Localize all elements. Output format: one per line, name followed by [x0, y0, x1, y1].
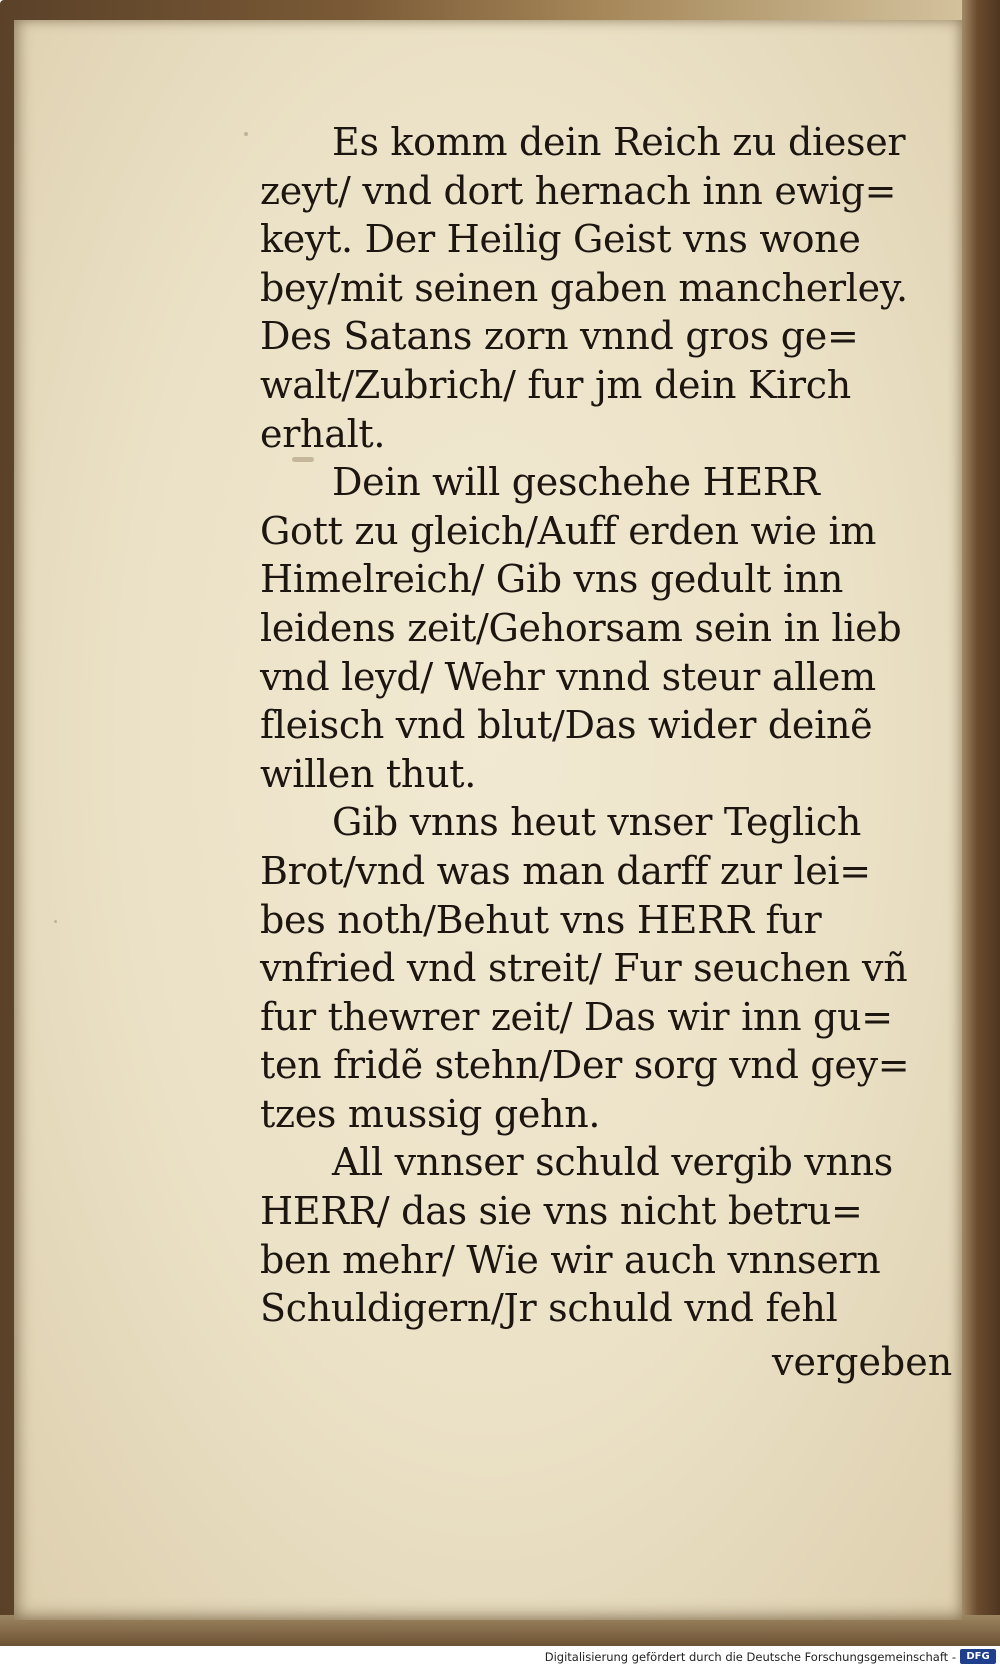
text-line: tzes mussig gehn.	[260, 1091, 601, 1136]
catchword: vergeben	[772, 1340, 953, 1384]
text-line: fleisch vnd blut/Das wider deinẽ	[260, 703, 873, 748]
text-line: leidens zeit/Gehorsam sein in lieb	[260, 605, 902, 650]
paper-speck	[54, 920, 57, 923]
text-line: bey/mit seinen gaben mancherley.	[260, 265, 908, 310]
book-cover-right	[962, 0, 1000, 1646]
text-line: Gib vnns heut vnser Teglich	[332, 800, 862, 845]
text-line: Brot/vnd was man darff zur lei=	[260, 848, 871, 893]
text-line: vnd leyd/ Wehr vnnd steur allem	[260, 654, 876, 699]
dfg-logo-icon: DFG	[960, 1649, 996, 1664]
paper-speck	[244, 132, 248, 136]
text-line: keyt. Der Heilig Geist vns wone	[260, 217, 861, 262]
text-line: Des Satans zorn vnnd gros ge=	[260, 314, 859, 359]
text-line: HERR/ das sie vns nicht betru=	[260, 1189, 863, 1234]
text-line: bes noth/Behut vns HERR fur	[260, 897, 822, 942]
text-line: ben mehr/ Wie wir auch vnnsern	[260, 1237, 881, 1282]
text-line: vnfried vnd streit/ Fur seuchen vñ	[260, 946, 908, 991]
text-line: ten fridẽ stehn/Der sorg vnd gey=	[260, 1043, 910, 1088]
funding-credit: Digitalisierung gefördert durch die Deutsche Forschungsgemeinschaft -	[544, 1650, 956, 1664]
text-line: Es komm dein Reich zu dieser	[332, 120, 906, 164]
text-line: erhalt.	[260, 411, 386, 456]
text-line: walt/Zubrich/ fur jm dein Kirch	[260, 362, 851, 407]
text-line: Dein will geschehe HERR	[332, 460, 820, 505]
text-line: fur thewrer zeit/ Das wir inn gu=	[260, 994, 893, 1039]
text-line: Schuldigern/Jr schuld vnd fehl	[260, 1286, 838, 1331]
text-line: willen thut.	[260, 751, 476, 796]
page-text	[260, 118, 960, 1333]
digitization-footer	[0, 1646, 1000, 1670]
text-line: All vnnser schuld vergib vnns	[332, 1140, 893, 1185]
text-line: Himelreich/ Gib vns gedult inn	[260, 557, 844, 602]
text-line: Gott zu gleich/Auff erden wie im	[260, 508, 877, 553]
text-line: zeyt/ vnd dort hernach inn ewig=	[260, 168, 897, 213]
